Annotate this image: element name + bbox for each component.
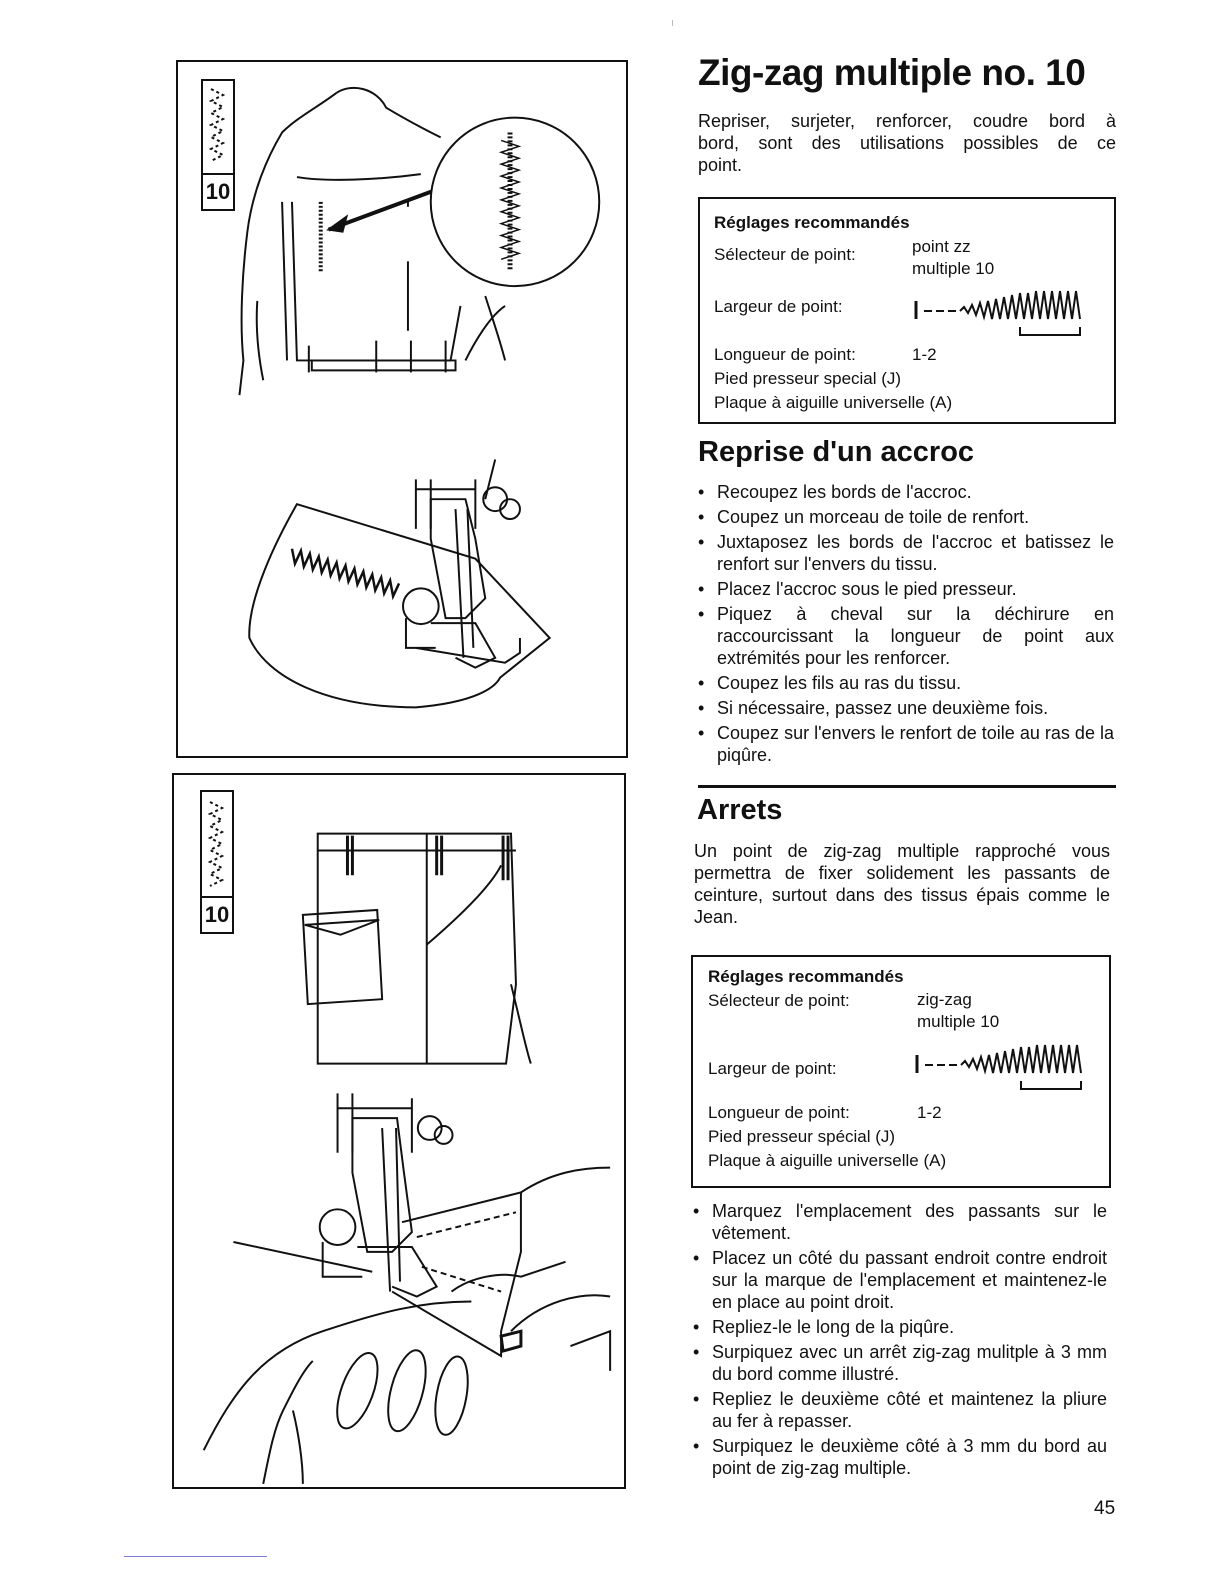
needle-plate: Plaque à aiguille universelle (A) [708, 1151, 947, 1170]
stitch-width-scale-icon [912, 289, 1092, 341]
page-number: 45 [1094, 1498, 1116, 1519]
list-item: • Surpiquez avec un arrêt zig-zag mulitple à 3 mm du bord comme illustré. [693, 1341, 1107, 1385]
settings-heading: Réglages recommandés [714, 213, 910, 232]
selector-value-line: point zz [912, 237, 971, 256]
presser-foot: Pied presseur spécial (J) [708, 1127, 896, 1146]
needle-plate: Plaque à aiguille universelle (A) [714, 393, 953, 412]
list-item: • Coupez sur l'envers le renfort de toile au ras de la piqûre. [698, 722, 1114, 766]
jeans-and-belt-loop-illustration [174, 775, 624, 1487]
arrets-intro: Un point de zig-zag multiple rapproché vous permettra de fixer solidement les passants de ceinture, surtout dans des tissus épais comme le Jean. [694, 841, 1110, 927]
list-item: • Si nécessaire, passez une deuxième fois. [698, 697, 1114, 719]
stitch-number: 10 [202, 896, 232, 932]
footer-rule [124, 1556, 267, 1557]
length-value: 1-2 [917, 1103, 942, 1122]
settings-box-arrets [691, 955, 1111, 1188]
list-item: • Recoupez les bords de l'accroc. [698, 481, 1114, 503]
list-item: • Coupez les fils au ras du tissu. [698, 672, 1114, 694]
jacket-and-presser-foot-illustration [178, 62, 626, 756]
arrets-steps-list [693, 1200, 1107, 1482]
reprise-steps-list [698, 481, 1114, 769]
stitch-width-scale-icon [913, 1043, 1093, 1095]
length-value: 1-2 [912, 345, 937, 364]
intro-paragraph [698, 110, 1116, 176]
presser-foot: Pied presseur special (J) [714, 369, 902, 388]
list-item: • Repliez-le le long de la piqûre. [693, 1316, 1107, 1338]
scan-mark [672, 20, 673, 26]
selector-value-line: multiple 10 [912, 259, 995, 278]
selector-value-line: zig-zag [917, 990, 972, 1009]
section-title-arrets: Arrets [697, 794, 783, 826]
section-title-reprise: Reprise d'un accroc [698, 436, 975, 468]
length-label: Longueur de point: [708, 1103, 850, 1122]
illustration-panel-bottom [172, 773, 626, 1489]
intro-line: bord, sont des utilisations possibles de ce [698, 133, 1116, 153]
section-divider [698, 785, 1116, 788]
selector-value [917, 989, 999, 1033]
selector-value-line: multiple 10 [917, 1012, 1000, 1031]
settings-box-main [698, 197, 1116, 424]
width-label: Largeur de point: [708, 1059, 837, 1078]
list-item: • Surpiquez le deuxième côté à 3 mm du bord au point de zig-zag multiple. [693, 1435, 1107, 1479]
intro-line: point. [698, 155, 743, 175]
page-title: Zig-zag multiple no. 10 [698, 52, 1086, 93]
intro-line: Repriser, surjeter, renforcer, coudre bord à [698, 111, 1116, 131]
length-label: Longueur de point: [714, 345, 856, 364]
selector-value [912, 236, 994, 280]
selector-label: Sélecteur de point: [714, 245, 856, 264]
list-item: • Placez l'accroc sous le pied presseur. [698, 578, 1114, 600]
list-item: • Piquez à cheval sur la déchirure en raccourcissant la longueur de point aux extrémités pour les renforcer. [698, 603, 1114, 669]
list-item: • Repliez le deuxième côté et maintenez la pliure au fer à repasser. [693, 1388, 1107, 1432]
stitch-number: 10 [203, 173, 233, 209]
list-item: • Placez un côté du passant endroit contre endroit sur la marque de l'emplacement et maintenez-le en place au point droit. [693, 1247, 1107, 1313]
illustration-panel-top [176, 60, 628, 758]
settings-heading: Réglages recommandés [708, 967, 904, 986]
list-item: • Juxtaposez les bords de l'accroc et batissez le renfort sur l'envers du tissu. [698, 531, 1114, 575]
width-label: Largeur de point: [714, 297, 843, 316]
selector-label: Sélecteur de point: [708, 991, 850, 1010]
list-item: • Coupez un morceau de toile de renfort. [698, 506, 1114, 528]
list-item: • Marquez l'emplacement des passants sur le vêtement. [693, 1200, 1107, 1244]
